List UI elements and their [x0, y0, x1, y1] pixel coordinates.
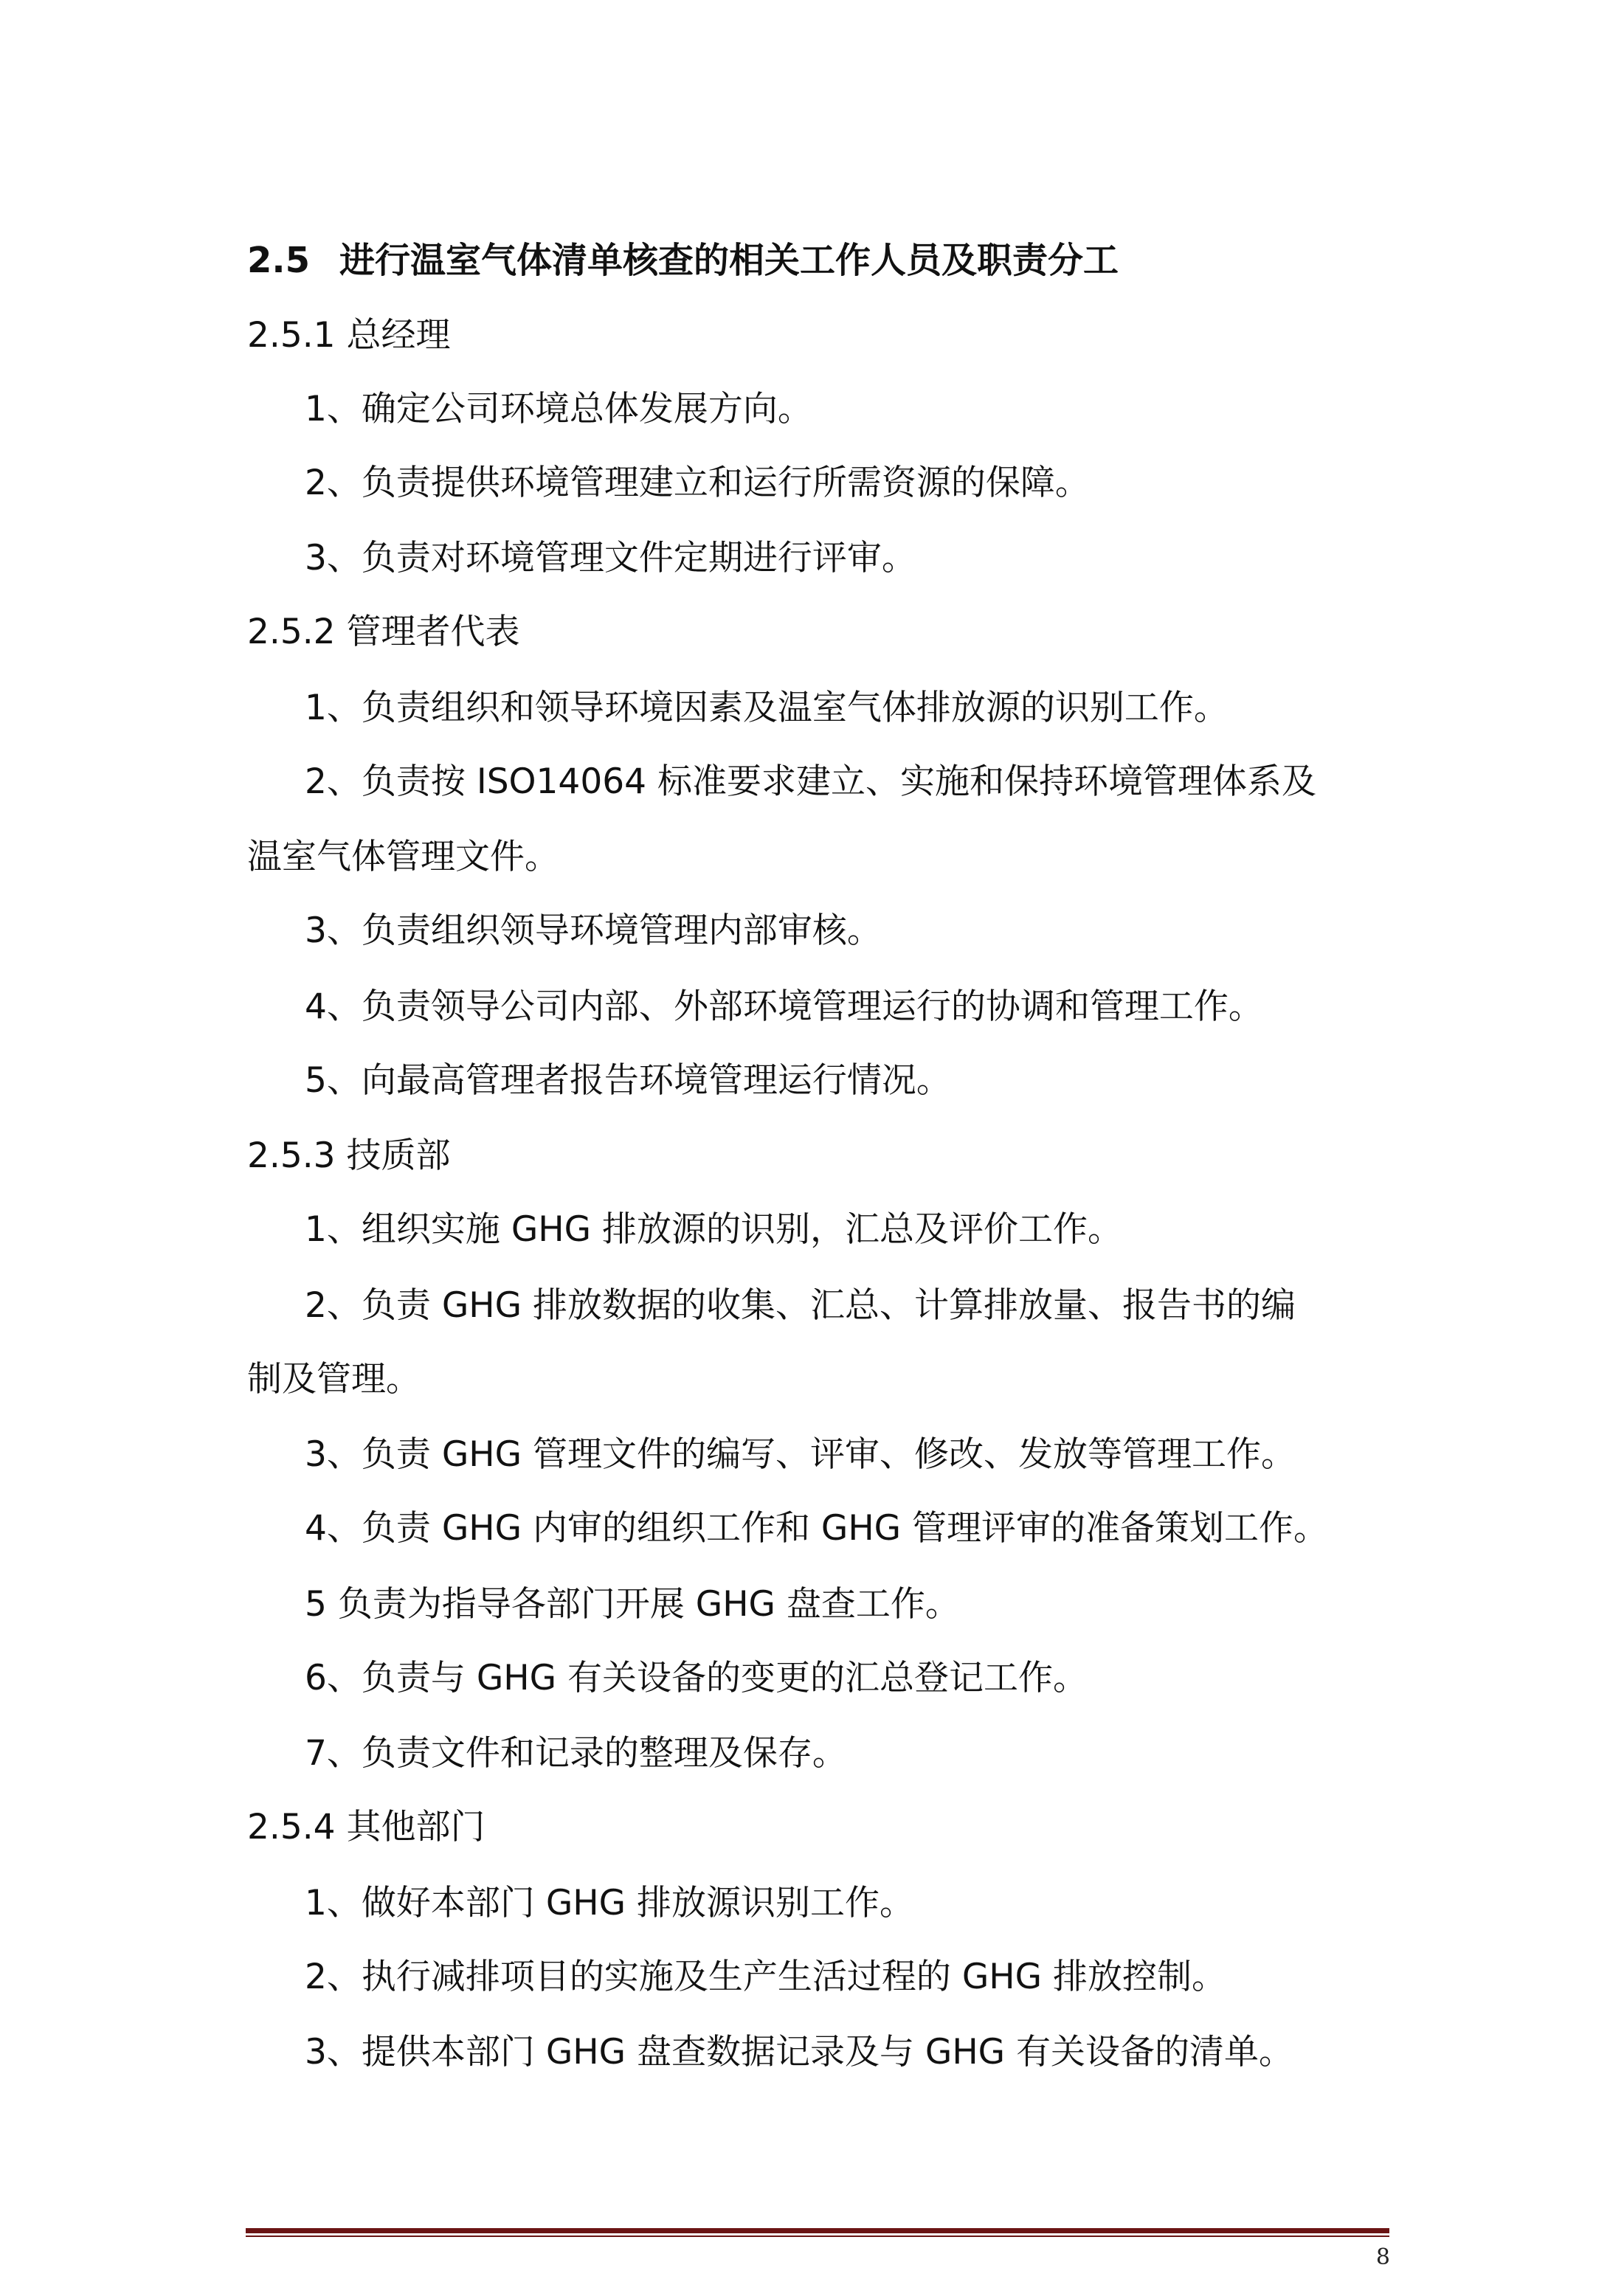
- subsection-heading-other-departments: 2.5.4 其他部门: [247, 1807, 486, 1847]
- footer-rule-thick: [246, 2228, 1389, 2233]
- list-item: 1、负责组织和领导环境因素及温室气体排放源的识别工作。: [305, 688, 1229, 728]
- page-number: 8: [1375, 2244, 1390, 2270]
- list-item: 2、执行减排项目的实施及生产生活过程的 GHG 排放控制。: [305, 1957, 1226, 1997]
- list-item: 1、确定公司环境总体发展方向。: [305, 389, 812, 429]
- list-item: 1、做好本部门 GHG 排放源识别工作。: [305, 1883, 914, 1923]
- subsection-heading-management-representative: 2.5.2 管理者代表: [247, 612, 520, 652]
- list-item: 2、负责 GHG 排放数据的收集、汇总、计算排放量、报告书的编: [305, 1285, 1296, 1326]
- subsection-heading-technical-quality-dept: 2.5.3 技质部: [247, 1135, 451, 1176]
- list-item: 3、负责对环境管理文件定期进行评审。: [305, 538, 916, 578]
- list-item: 3、负责 GHG 管理文件的编写、评审、修改、发放等管理工作。: [305, 1434, 1296, 1475]
- list-item: 5 负责为指导各部门开展 GHG 盘查工作。: [305, 1584, 960, 1625]
- list-item: 4、负责领导公司内部、外部环境管理运行的协调和管理工作。: [305, 986, 1263, 1027]
- subsection-heading-general-manager: 2.5.1 总经理: [247, 315, 451, 356]
- list-item: 5、向最高管理者报告环境管理运行情况。: [305, 1060, 951, 1101]
- list-item: 4、负责 GHG 内审的组织工作和 GHG 管理评审的准备策划工作。: [305, 1508, 1329, 1549]
- footer-rule-thin: [246, 2236, 1389, 2237]
- list-item: 3、负责组织领导环境管理内部审核。: [305, 910, 882, 951]
- list-item: 6、负责与 GHG 有关设备的变更的汇总登记工作。: [305, 1658, 1088, 1698]
- list-item-continuation: 制及管理。: [247, 1359, 421, 1400]
- list-item: 2、负责提供环境管理建立和运行所需资源的保障。: [305, 463, 1090, 503]
- section-title: 进行温室气体清单核查的相关工作人员及职责分工: [339, 240, 1119, 281]
- list-item: 2、负责按 ISO14064 标准要求建立、实施和保持环境管理体系及: [305, 761, 1316, 802]
- list-item: 1、组织实施 GHG 排放源的识别，汇总及评价工作。: [305, 1209, 1122, 1250]
- list-item: 3、提供本部门 GHG 盘查数据记录及与 GHG 有关设备的清单。: [305, 2032, 1294, 2072]
- section-number: 2.5: [247, 240, 311, 281]
- list-item: 7、负责文件和记录的整理及保存。: [305, 1733, 847, 1774]
- section-heading: [247, 238, 1119, 283]
- list-item-continuation: 温室气体管理文件。: [247, 837, 559, 877]
